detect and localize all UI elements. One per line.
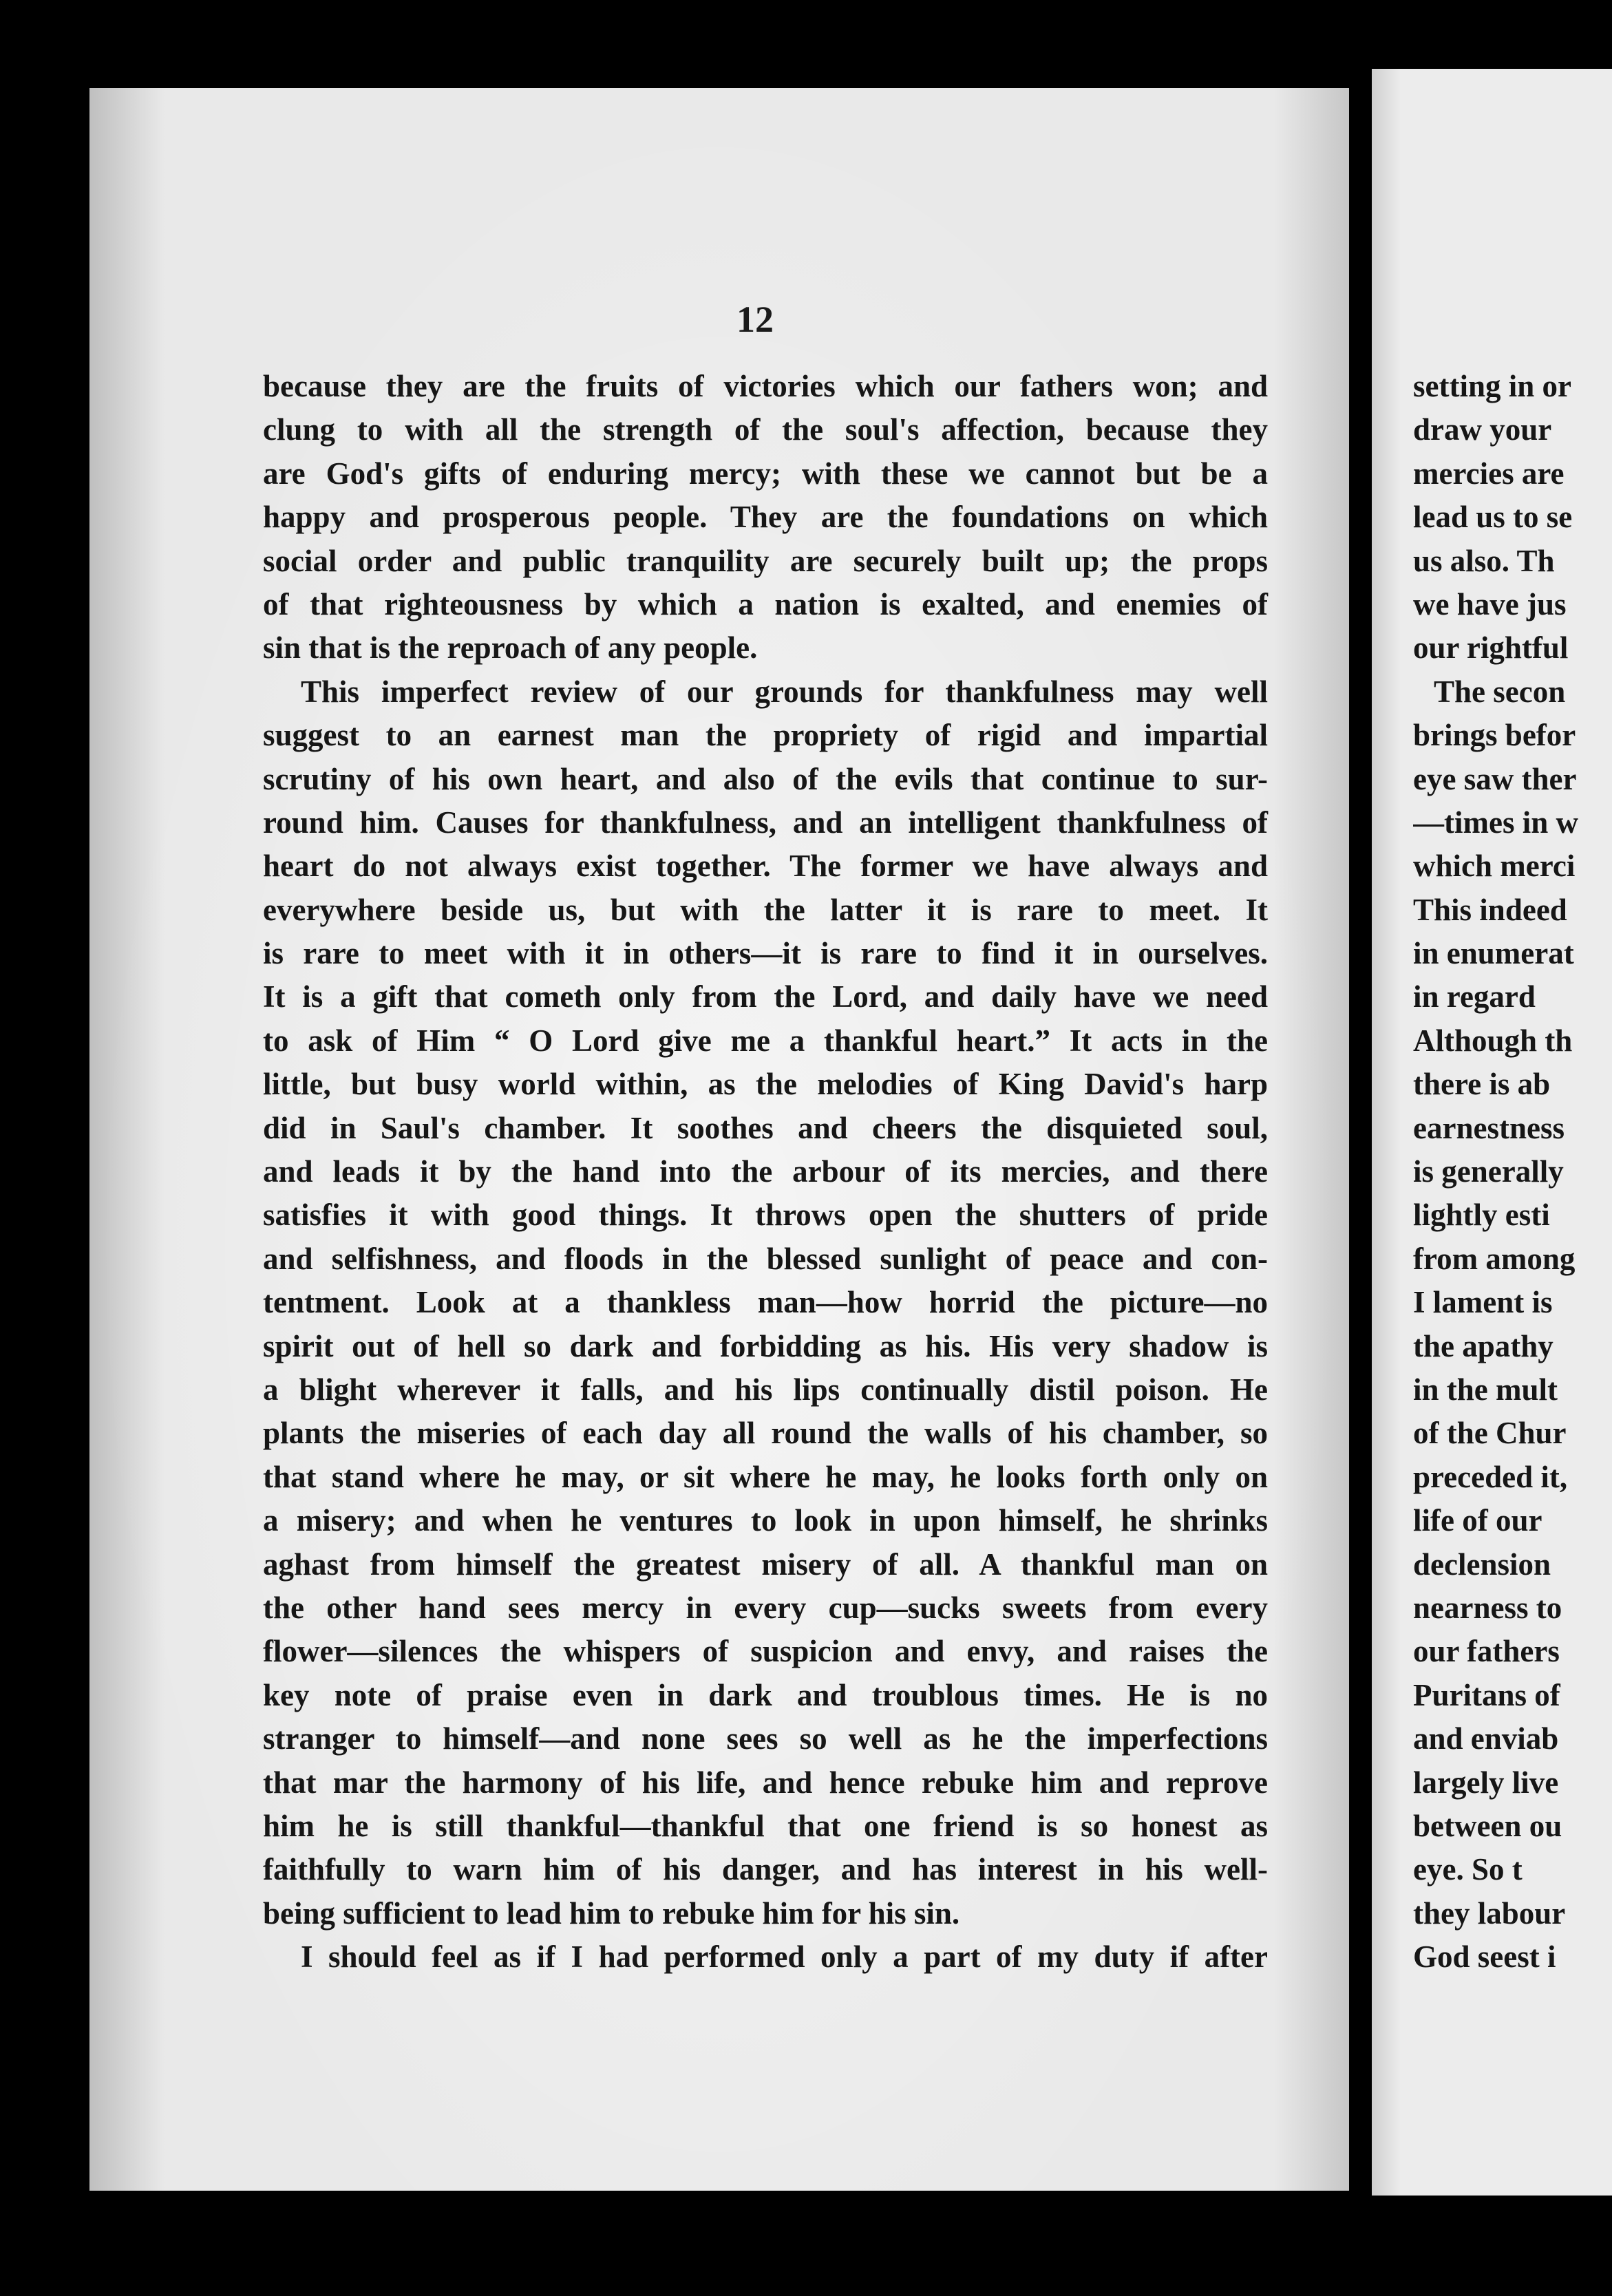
text-line: in regard	[1413, 979, 1536, 1014]
text-line: spirit out of hell so dark and forbidding as his. His very shadow is	[263, 1328, 1268, 1363]
text-line: life of our	[1413, 1503, 1542, 1538]
text-line: a blight wherever it falls, and his lips continually distil poison. He	[263, 1372, 1268, 1407]
left-column-text	[263, 365, 1268, 1979]
text-line: I lament is	[1413, 1285, 1553, 1320]
text-line: plants the miseries of each day all round the walls of his chamber, so	[263, 1416, 1268, 1451]
text-line: a misery; and when he ventures to look in upon himself, he shrinks	[263, 1503, 1268, 1538]
text-line: largely live	[1413, 1765, 1559, 1800]
text-line: draw your	[1413, 412, 1552, 447]
text-line: suggest to an earnest man the propriety of rigid and impartial	[263, 718, 1268, 753]
text-line: —times in w	[1413, 805, 1578, 840]
text-line: clung to with all the strength of the soul's affection, because they	[263, 412, 1268, 447]
text-line: which merci	[1413, 849, 1576, 884]
text-line: social order and public tranquility are securely built up; the props	[263, 543, 1268, 578]
text-line: tentment. Look at a thankless man—how horrid the picture—no	[263, 1285, 1268, 1320]
page-number: 12	[736, 299, 774, 340]
text-line: This indeed	[1413, 892, 1567, 927]
text-line: we have jus	[1413, 586, 1567, 621]
text-line: lead us to se	[1413, 500, 1573, 535]
text-line: are God's gifts of enduring mercy; with these we cannot but be a	[263, 456, 1268, 491]
text-line: happy and prosperous people. They are the foundations on which	[263, 500, 1268, 535]
text-line: and leads it by the hand into the arbour of its mercies, and there	[263, 1154, 1268, 1189]
text-line: that mar the harmony of his life, and hence rebuke him and reprove	[263, 1765, 1268, 1800]
text-line: declension	[1413, 1546, 1551, 1582]
text-line: and selfishness, and floods in the blessed sunlight of peace and con-	[263, 1241, 1268, 1276]
text-line: in the mult	[1413, 1372, 1558, 1407]
text-line: stranger to himself—and none sees so well as he the imperfections	[263, 1721, 1268, 1756]
text-line: there is ab	[1413, 1067, 1551, 1102]
text-line: scrutiny of his own heart, and also of the evils that continue to sur-	[263, 761, 1268, 796]
text-line: setting in or	[1413, 369, 1571, 403]
text-line: This imperfect review of our grounds for thankfulness may well	[301, 674, 1268, 709]
text-line: brings befor	[1413, 718, 1576, 753]
text-line: the other hand sees mercy in every cup—sucks sweets from every	[263, 1590, 1268, 1625]
text-line: Puritans of	[1413, 1677, 1560, 1712]
text-line: Although th	[1413, 1023, 1573, 1058]
text-line: eye. So t	[1413, 1852, 1523, 1887]
text-line: heart do not always exist together. The former we have always and	[263, 849, 1268, 884]
text-line: preceded it,	[1413, 1459, 1568, 1494]
text-line: of that righteousness by which a nation is exalted, and enemies of	[263, 586, 1268, 621]
text-line: the apathy	[1413, 1328, 1553, 1363]
text-line: The secon	[1434, 674, 1566, 709]
text-line: him he is still thankful—thankful that one friend is so honest as	[263, 1808, 1268, 1843]
text-line: sin that is the reproach of any people.	[263, 630, 758, 666]
text-line: faithfully to warn him of his danger, and has interest in his well-	[263, 1852, 1268, 1887]
text-line: key note of praise even in dark and troublous times. He is no	[263, 1677, 1268, 1712]
text-line: mercies are	[1413, 456, 1565, 491]
text-line: us also. Th	[1413, 543, 1555, 578]
text-line: being sufficient to lead him to rebuke him for his sin.	[263, 1895, 960, 1931]
text-line: they labour	[1413, 1895, 1566, 1931]
text-line: our fathers	[1413, 1634, 1560, 1669]
text-line: little, but busy world within, as the melodies of King David's harp	[263, 1067, 1268, 1102]
text-line: is rare to meet with it in others—it is rare to find it in ourselves.	[263, 936, 1268, 971]
text-line: did in Saul's chamber. It soothes and cheers the disquieted soul,	[263, 1110, 1268, 1145]
text-line: is generally	[1413, 1154, 1564, 1189]
text-line: flower—silences the whispers of suspicion and envy, and raises the	[263, 1634, 1268, 1669]
text-line: of the Chur	[1413, 1416, 1567, 1451]
text-line: round him. Causes for thankfulness, and an intelligent thankfulness of	[263, 805, 1268, 840]
text-line: earnestness	[1413, 1110, 1565, 1145]
text-line: satisfies it with good things. It throws open the shutters of pride	[263, 1198, 1268, 1233]
text-line: because they are the fruits of victories which our fathers won; and	[263, 369, 1268, 403]
text-line: lightly esti	[1413, 1198, 1550, 1233]
text-line: to ask of Him “ O Lord give me a thankful heart.” It acts in the	[263, 1023, 1268, 1058]
text-line: aghast from himself the greatest misery of all. A thankful man on	[263, 1546, 1268, 1582]
text-line: eye saw ther	[1413, 761, 1577, 796]
text-line: between ou	[1413, 1808, 1562, 1843]
text-line: God seest i	[1413, 1939, 1556, 1975]
text-line: It is a gift that cometh only from the Lord, and daily have we need	[263, 979, 1268, 1014]
text-line: everywhere beside us, but with the latter it is rare to meet. It	[263, 892, 1268, 927]
text-line: in enumerat	[1413, 936, 1574, 971]
text-line: and enviab	[1413, 1721, 1559, 1756]
right-column-text	[1413, 365, 1612, 1979]
text-line: from among	[1413, 1241, 1576, 1276]
text-line: our rightful	[1413, 630, 1569, 666]
text-line: that stand where he may, or sit where he may, he looks forth only on	[263, 1459, 1268, 1494]
text-line: I should feel as if I had performed only a part of my duty if after	[301, 1939, 1268, 1975]
text-line: nearness to	[1413, 1590, 1562, 1625]
